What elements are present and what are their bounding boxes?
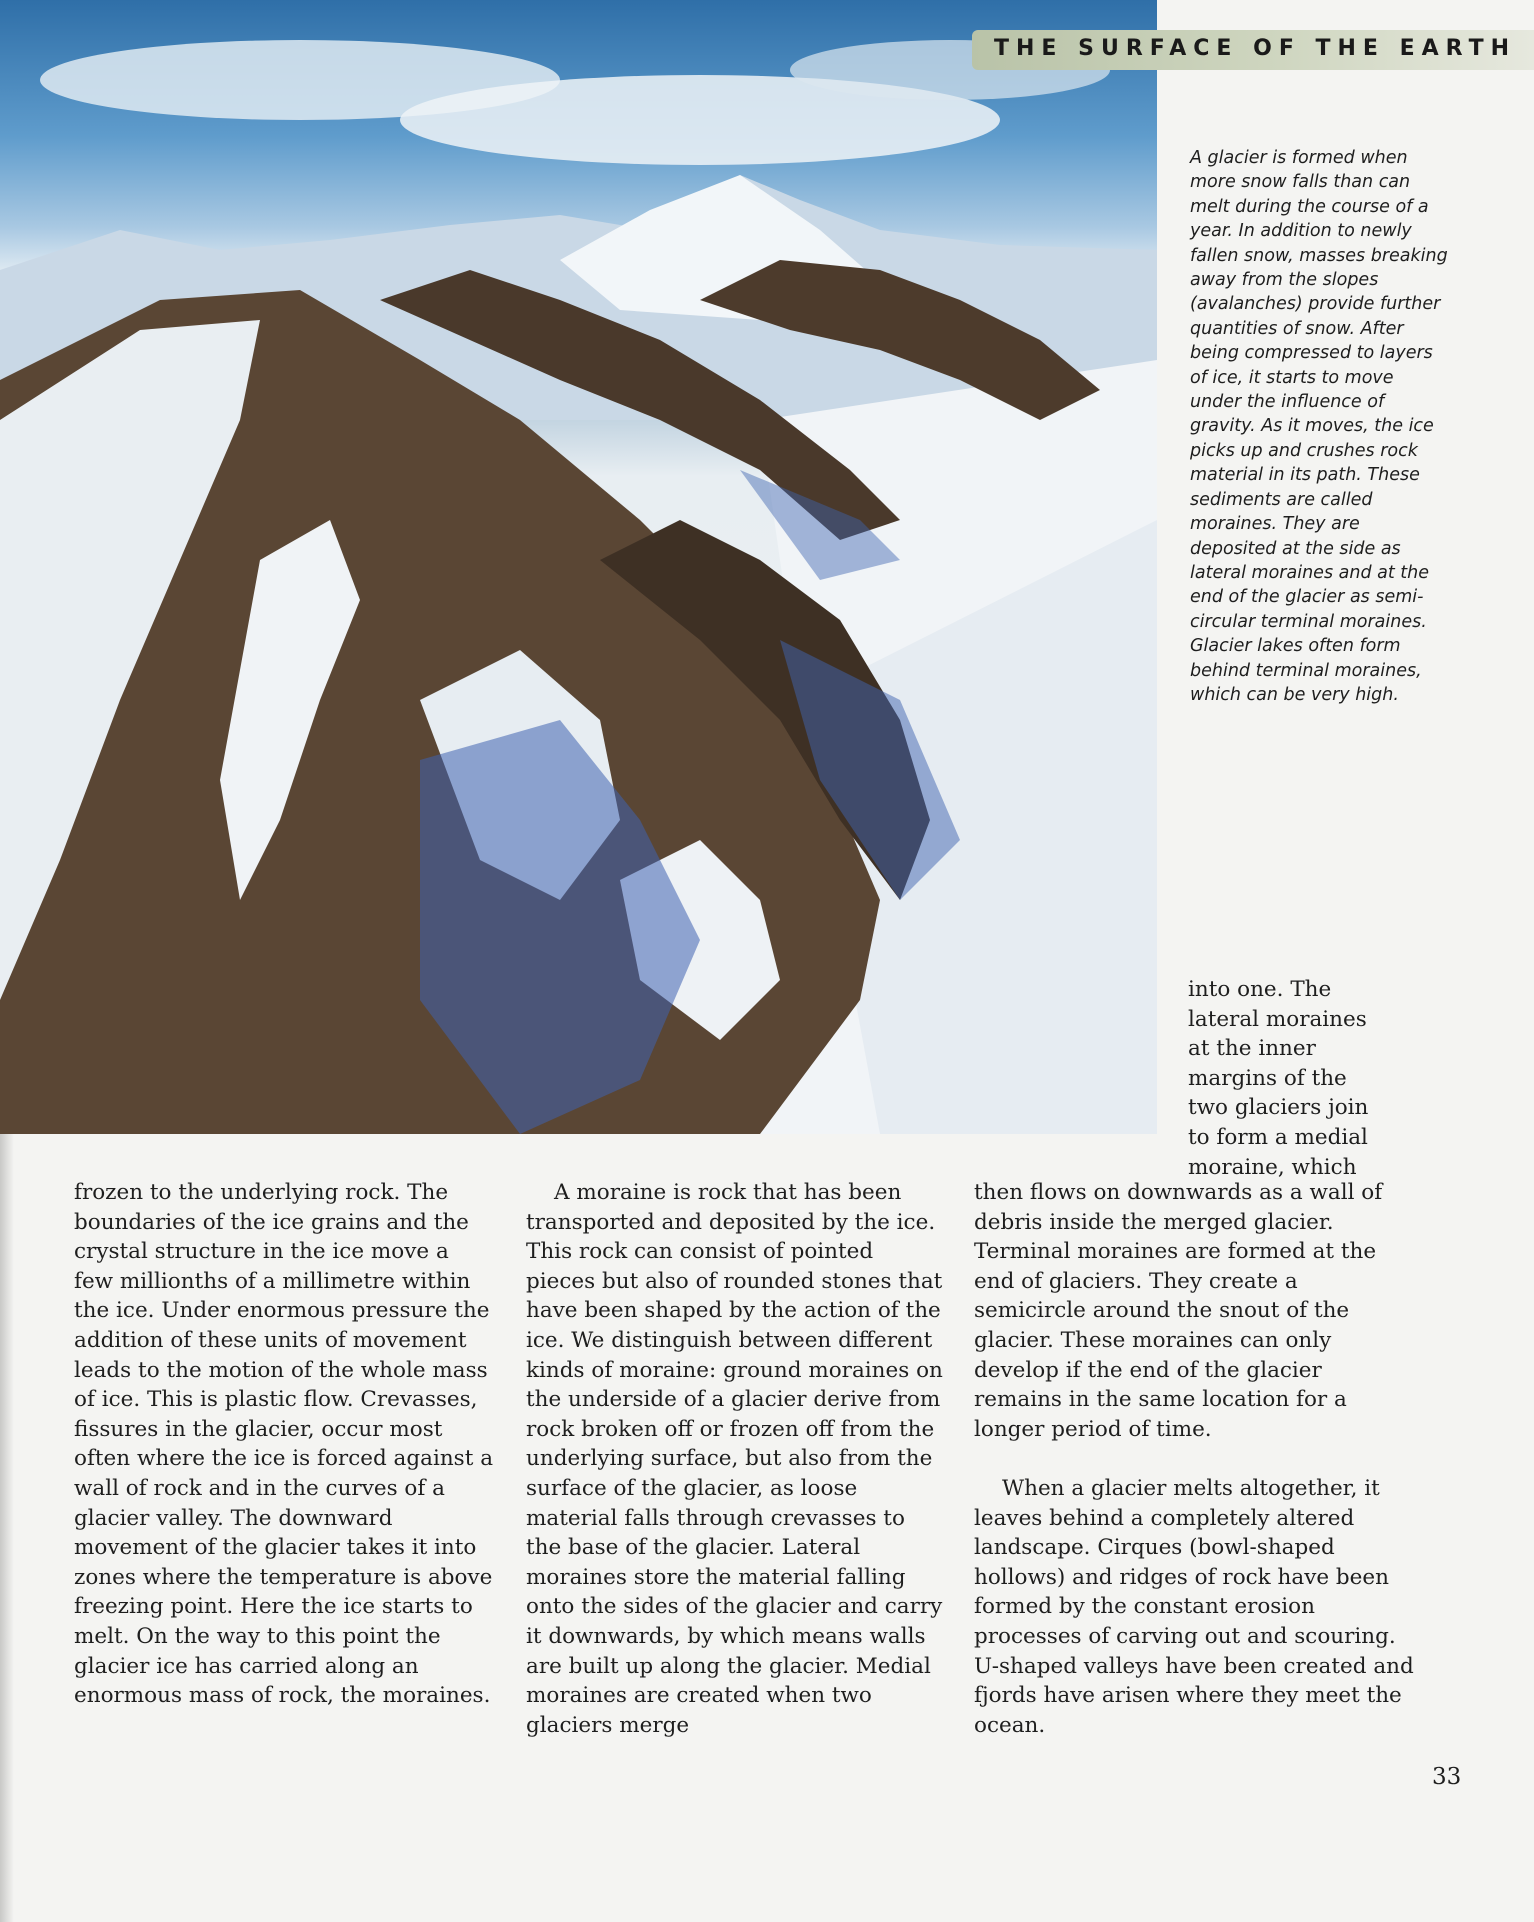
- column-2-paragraph: A moraine is rock that has been transported and deposited by the ice. This rock can consist of pointed pieces but also of rounded stones that have been shaped by the action of the ice. We distinguish between different kinds of moraine: ground moraines on the underside of a glacier derive from rock broken off or frozen off from the underlying surface, but also from the surface of the glacier, as loose material falls through crevasses to the base of the glacier. Lateral moraines store the material falling onto the sides of the glacier and carry it downwards, by which means walls are built up along the glacier. Medial moraines are created when two glaciers merge: [526, 1180, 943, 1738]
- body-text-right-top: [1188, 975, 1388, 1182]
- body-column-3: [974, 1178, 1414, 1740]
- body-column-2: [526, 1178, 946, 1740]
- caption-text: A glacier is formed when more snow falls than can melt during the course of a year. In addition to newly fallen snow, masses breaking away from the slopes (avalanches) provide further quantities of snow. After being compressed to layers of ice, it starts to move under the influence of gravity. As it moves, the ice picks up and crushes rock material in its path. These sediments are called moraines. They are deposited at the side as lateral moraines and at the end of the glacier as semi-circular terminal moraines. Glacier lakes often form behind terminal moraines, which can be very high.: [1190, 148, 1448, 705]
- glacier-illustration: [0, 0, 1157, 1134]
- column-1-paragraph: frozen to the underlying rock. The boundaries of the ice grains and the crystal structure in the ice move a few millionths of a millimetre within the ice. Under enormous pressure the addition of these units of movement leads to the motion of the whole mass of ice. This is plastic flow. Crevasses, fissures in the glacier, occur most often where the ice is forced against a wall of rock and in the curves of a glacier valley. The downward movement of the glacier takes it into zones where the temperature is above freezing point. Here the ice starts to melt. On the way to this point the glacier ice has carried along an enormous mass of rock, the moraines.: [74, 1180, 494, 1709]
- glacier-photo: [0, 0, 1157, 1134]
- right-top-paragraph: into one. The lateral moraines at the inner margins of the two glaciers join to form a medial moraine, which: [1188, 977, 1369, 1180]
- page-gutter-shade: [0, 1134, 14, 1922]
- column-3-paragraph-1: then flows on downwards as a wall of debris inside the merged glacier. Terminal moraines are formed at the end of glaciers. They create a semicircle around the snout of the glacier. These moraines can only develop if the end of the glacier remains in the same location for a longer period of time.: [974, 1180, 1383, 1442]
- body-column-1: [74, 1178, 494, 1711]
- page-number: 33: [1432, 1764, 1462, 1790]
- column-3-paragraph-2: When a glacier melts altogether, it leaves behind a completely altered landscape. Cirques (bowl-shaped hollows) and ridges of rock have been formed by the constant erosion processes of carving out and scouring. U-shaped valleys have been created and fjords have arisen where they meet the ocean.: [974, 1475, 1414, 1738]
- photo-caption: [1190, 146, 1450, 707]
- running-header: THE SURFACE OF THE EARTH: [994, 36, 1517, 61]
